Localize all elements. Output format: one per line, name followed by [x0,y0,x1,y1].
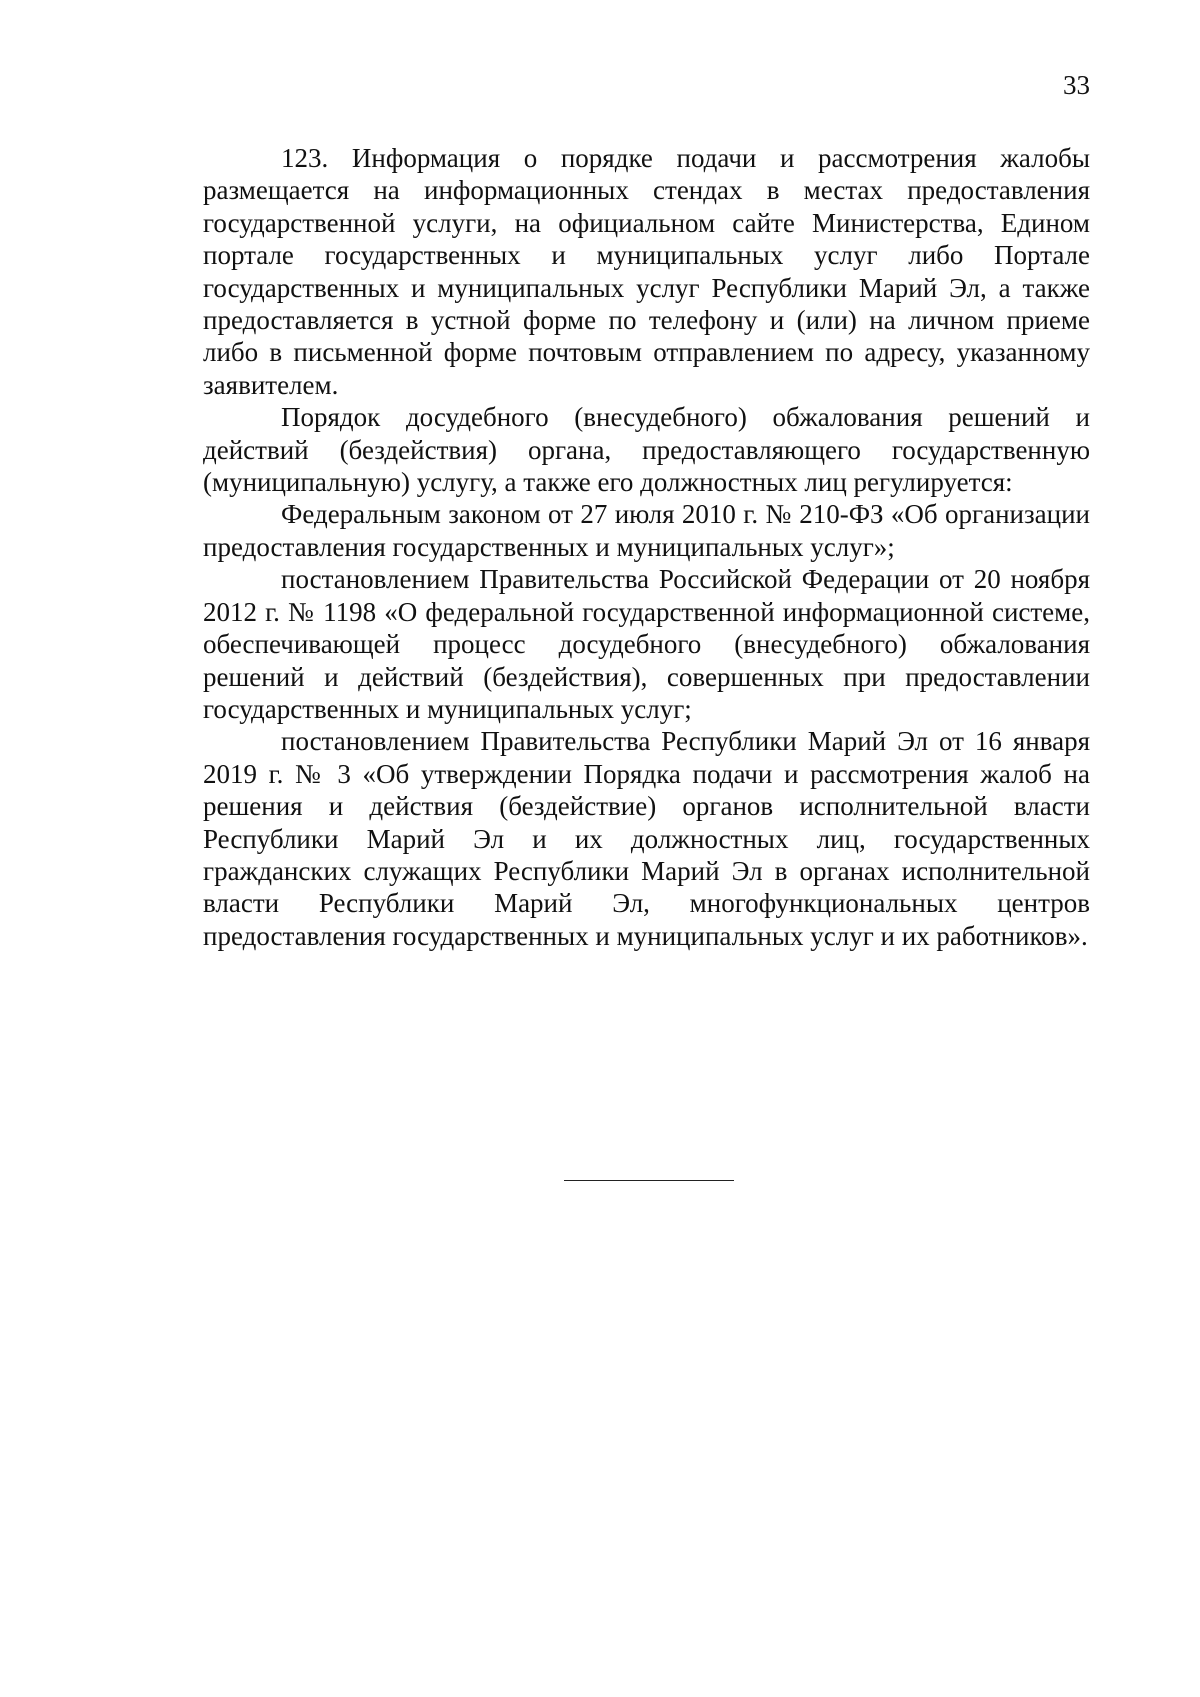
paragraph-appeal-procedure: Порядок досудебного (внесудебного) обжалования решений и действий (бездействия) органа, предоставляющего государственную (муниципальную) услугу, а также его должностных лиц регулируется: [203,402,1090,498]
paragraph-federal-law: Федеральным законом от 27 июля 2010 г. № 210-ФЗ «Об организации предоставления государственных и муниципальных услуг»; [203,499,1090,562]
document-body [203,142,1090,952]
page-number: 33 [1063,70,1090,100]
paragraph-rf-government-resolution: постановлением Правительства Российской Федерации от 20 ноября 2012 г. № 1198 «О федеральной государственной информационной системе, обеспечивающей процесс досудебного (внесудебного) обжалования решений и действий (бездействия), совершенных при предоставлении государственных и муниципальных услуг; [203,564,1090,724]
paragraph-mari-el-government-resolution: постановлением Правительства Республики Марий Эл от 16 января 2019 г. № 3 «Об утверждении Порядка подачи и рассмотрения жалоб на решения и действия (бездействие) органов исполнительной власти Республики Марий Эл и их должностных лиц, государственных гражданских служащих Республики Марий Эл в органах исполнительной власти Республики Марий Эл, многофункциональных центров предоставления государственных и муниципальных услуг и их работников». [203,726,1090,951]
paragraph-complaint-info: 123. Информация о порядке подачи и рассмотрения жалобы размещается на информационных стендах в местах предоставления государственной услуги, на официальном сайте Министерства, Едином портале государственных и муниципальных услуг либо Портале государственных и муниципальных услуг Республики Марий Эл, а также предоставляется в устной форме по телефону и (или) на личном приеме либо в письменной форме почтовым отправлением по адресу, указанному заявителем. [203,143,1090,400]
end-of-document-rule [564,1180,734,1181]
